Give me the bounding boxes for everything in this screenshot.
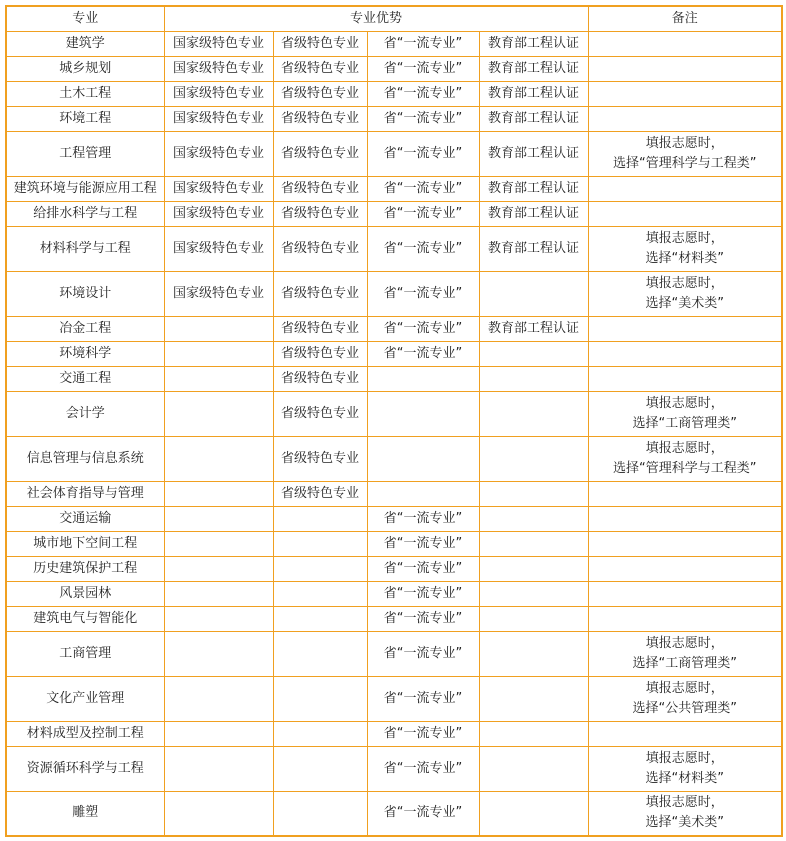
table-row (6, 316, 782, 341)
national-feature-cell: 国家级特色专业 (164, 201, 273, 226)
note-line: 选择“工商管理类” (632, 655, 737, 671)
major-name-cell: 工商管理 (6, 631, 164, 676)
table-row (6, 391, 782, 436)
national-feature-cell (164, 556, 273, 581)
note-cell (588, 56, 782, 81)
engineering-cert-cell (479, 606, 588, 631)
first-class-cell: 省“一流专业” (367, 106, 479, 131)
note-line: 选择“美术类” (645, 815, 724, 831)
table-row (6, 791, 782, 836)
first-class-cell: 省“一流专业” (367, 721, 479, 746)
note-line: 选择“材料类” (645, 770, 724, 786)
engineering-cert-cell (479, 271, 588, 316)
note-line: 填报志愿时， (645, 795, 724, 811)
national-feature-cell (164, 606, 273, 631)
national-feature-cell: 国家级特色专业 (164, 31, 273, 56)
provincial-feature-cell: 省级特色专业 (273, 56, 367, 81)
major-name-cell: 材料科学与工程 (6, 226, 164, 271)
national-feature-cell: 国家级特色专业 (164, 271, 273, 316)
major-name-cell: 工程管理 (6, 131, 164, 176)
engineering-cert-cell (479, 556, 588, 581)
first-class-cell: 省“一流专业” (367, 581, 479, 606)
table-row (6, 226, 782, 271)
national-feature-cell: 国家级特色专业 (164, 176, 273, 201)
first-class-cell: 省“一流专业” (367, 556, 479, 581)
first-class-cell: 省“一流专业” (367, 176, 479, 201)
major-name-cell: 建筑电气与智能化 (6, 606, 164, 631)
national-feature-cell (164, 391, 273, 436)
table-row (6, 481, 782, 506)
note-cell (588, 481, 782, 506)
provincial-feature-cell: 省级特色专业 (273, 436, 367, 481)
note-line: 填报志愿时， (645, 135, 724, 151)
table-row (6, 366, 782, 391)
table-row (6, 556, 782, 581)
engineering-cert-cell (479, 341, 588, 366)
engineering-cert-cell (479, 481, 588, 506)
engineering-cert-cell: 教育部工程认证 (479, 56, 588, 81)
first-class-cell: 省“一流专业” (367, 316, 479, 341)
provincial-feature-cell (273, 676, 367, 721)
major-name-cell: 交通工程 (6, 366, 164, 391)
first-class-cell: 省“一流专业” (367, 81, 479, 106)
table-row (6, 531, 782, 556)
provincial-feature-cell: 省级特色专业 (273, 106, 367, 131)
note-line: 填报志愿时， (645, 635, 724, 651)
note-line: 选择“公共管理类” (632, 700, 737, 716)
major-name-cell: 土木工程 (6, 81, 164, 106)
table-row (6, 746, 782, 791)
note-cell (588, 271, 782, 316)
national-feature-cell: 国家级特色专业 (164, 226, 273, 271)
engineering-cert-cell: 教育部工程认证 (479, 131, 588, 176)
provincial-feature-cell: 省级特色专业 (273, 226, 367, 271)
major-name-cell: 社会体育指导与管理 (6, 481, 164, 506)
engineering-cert-cell: 教育部工程认证 (479, 31, 588, 56)
major-name-cell: 交通运输 (6, 506, 164, 531)
national-feature-cell (164, 531, 273, 556)
note-cell (588, 81, 782, 106)
national-feature-cell: 国家级特色专业 (164, 56, 273, 81)
note-cell (588, 106, 782, 131)
note-line: 选择“管理科学与工程类” (613, 460, 757, 476)
engineering-cert-cell (479, 721, 588, 746)
note-cell (588, 606, 782, 631)
note-cell (588, 531, 782, 556)
national-feature-cell (164, 581, 273, 606)
note-cell (588, 721, 782, 746)
first-class-cell: 省“一流专业” (367, 271, 479, 316)
national-feature-cell: 国家级特色专业 (164, 81, 273, 106)
major-name-cell: 会计学 (6, 391, 164, 436)
note-cell (588, 391, 782, 436)
first-class-cell: 省“一流专业” (367, 226, 479, 271)
table-row (6, 131, 782, 176)
provincial-feature-cell (273, 746, 367, 791)
major-name-cell: 建筑学 (6, 31, 164, 56)
engineering-cert-cell (479, 791, 588, 836)
header-note: 备注 (588, 6, 782, 31)
provincial-feature-cell (273, 606, 367, 631)
note-cell (588, 556, 782, 581)
engineering-cert-cell (479, 366, 588, 391)
table-row (6, 81, 782, 106)
national-feature-cell (164, 631, 273, 676)
provincial-feature-cell: 省级特色专业 (273, 271, 367, 316)
major-name-cell: 给排水科学与工程 (6, 201, 164, 226)
major-name-cell: 风景园林 (6, 581, 164, 606)
major-name-cell: 文化产业管理 (6, 676, 164, 721)
note-cell (588, 131, 782, 176)
note-cell (588, 366, 782, 391)
national-feature-cell (164, 366, 273, 391)
major-name-cell: 雕塑 (6, 791, 164, 836)
national-feature-cell (164, 506, 273, 531)
major-name-cell: 冶金工程 (6, 316, 164, 341)
engineering-cert-cell (479, 391, 588, 436)
note-cell (588, 436, 782, 481)
first-class-cell: 省“一流专业” (367, 631, 479, 676)
first-class-cell (367, 366, 479, 391)
note-cell (588, 176, 782, 201)
engineering-cert-cell (479, 436, 588, 481)
national-feature-cell (164, 341, 273, 366)
provincial-feature-cell: 省级特色专业 (273, 131, 367, 176)
provincial-feature-cell (273, 506, 367, 531)
provincial-feature-cell: 省级特色专业 (273, 176, 367, 201)
note-cell (588, 201, 782, 226)
table-body (6, 31, 782, 836)
engineering-cert-cell (479, 746, 588, 791)
provincial-feature-cell (273, 531, 367, 556)
note-cell (588, 631, 782, 676)
header-advantage: 专业优势 (164, 6, 588, 31)
first-class-cell: 省“一流专业” (367, 606, 479, 631)
major-name-cell: 历史建筑保护工程 (6, 556, 164, 581)
note-line: 选择“管理科学与工程类” (613, 155, 757, 171)
provincial-feature-cell: 省级特色专业 (273, 481, 367, 506)
table-row (6, 506, 782, 531)
engineering-cert-cell: 教育部工程认证 (479, 201, 588, 226)
provincial-feature-cell (273, 631, 367, 676)
first-class-cell: 省“一流专业” (367, 791, 479, 836)
major-name-cell: 环境工程 (6, 106, 164, 131)
engineering-cert-cell: 教育部工程认证 (479, 176, 588, 201)
engineering-cert-cell (479, 581, 588, 606)
provincial-feature-cell (273, 721, 367, 746)
first-class-cell: 省“一流专业” (367, 676, 479, 721)
first-class-cell: 省“一流专业” (367, 201, 479, 226)
major-name-cell: 城市地下空间工程 (6, 531, 164, 556)
engineering-cert-cell (479, 531, 588, 556)
provincial-feature-cell: 省级特色专业 (273, 316, 367, 341)
majors-table (5, 5, 783, 837)
major-name-cell: 环境科学 (6, 341, 164, 366)
first-class-cell: 省“一流专业” (367, 31, 479, 56)
table-row (6, 721, 782, 746)
first-class-cell (367, 391, 479, 436)
engineering-cert-cell (479, 631, 588, 676)
first-class-cell: 省“一流专业” (367, 506, 479, 531)
table-row (6, 271, 782, 316)
note-cell (588, 791, 782, 836)
table-row (6, 201, 782, 226)
first-class-cell (367, 481, 479, 506)
note-line: 填报志愿时， (645, 395, 724, 411)
national-feature-cell (164, 481, 273, 506)
note-line: 选择“工商管理类” (632, 415, 737, 431)
first-class-cell: 省“一流专业” (367, 746, 479, 791)
major-name-cell: 城乡规划 (6, 56, 164, 81)
major-name-cell: 建筑环境与能源应用工程 (6, 176, 164, 201)
engineering-cert-cell (479, 676, 588, 721)
national-feature-cell (164, 791, 273, 836)
provincial-feature-cell (273, 791, 367, 836)
national-feature-cell (164, 676, 273, 721)
note-line: 填报志愿时， (645, 680, 724, 696)
table-row (6, 106, 782, 131)
provincial-feature-cell: 省级特色专业 (273, 391, 367, 436)
major-name-cell: 资源循环科学与工程 (6, 746, 164, 791)
note-cell (588, 316, 782, 341)
note-line: 填报志愿时， (645, 275, 724, 291)
note-line: 填报志愿时， (645, 230, 724, 246)
table-row (6, 436, 782, 481)
note-cell (588, 341, 782, 366)
first-class-cell: 省“一流专业” (367, 341, 479, 366)
provincial-feature-cell (273, 556, 367, 581)
provincial-feature-cell: 省级特色专业 (273, 341, 367, 366)
national-feature-cell (164, 316, 273, 341)
provincial-feature-cell: 省级特色专业 (273, 366, 367, 391)
national-feature-cell: 国家级特色专业 (164, 106, 273, 131)
note-cell (588, 676, 782, 721)
major-name-cell: 环境设计 (6, 271, 164, 316)
note-line: 选择“美术类” (645, 295, 724, 311)
national-feature-cell: 国家级特色专业 (164, 131, 273, 176)
provincial-feature-cell: 省级特色专业 (273, 201, 367, 226)
provincial-feature-cell: 省级特色专业 (273, 31, 367, 56)
engineering-cert-cell: 教育部工程认证 (479, 81, 588, 106)
major-name-cell: 信息管理与信息系统 (6, 436, 164, 481)
note-line: 选择“材料类” (645, 250, 724, 266)
national-feature-cell (164, 721, 273, 746)
first-class-cell: 省“一流专业” (367, 56, 479, 81)
table-row (6, 31, 782, 56)
engineering-cert-cell: 教育部工程认证 (479, 226, 588, 271)
table-row (6, 176, 782, 201)
first-class-cell: 省“一流专业” (367, 131, 479, 176)
table-row (6, 676, 782, 721)
table-row (6, 631, 782, 676)
note-cell (588, 506, 782, 531)
note-line: 填报志愿时， (645, 750, 724, 766)
national-feature-cell (164, 746, 273, 791)
engineering-cert-cell: 教育部工程认证 (479, 316, 588, 341)
national-feature-cell (164, 436, 273, 481)
note-cell (588, 581, 782, 606)
header-row (6, 6, 782, 31)
table-row (6, 606, 782, 631)
header-major: 专业 (6, 6, 164, 31)
table-row (6, 581, 782, 606)
note-line: 填报志愿时， (645, 440, 724, 456)
note-cell (588, 746, 782, 791)
engineering-cert-cell: 教育部工程认证 (479, 106, 588, 131)
engineering-cert-cell (479, 506, 588, 531)
provincial-feature-cell (273, 581, 367, 606)
note-cell (588, 31, 782, 56)
first-class-cell: 省“一流专业” (367, 531, 479, 556)
provincial-feature-cell: 省级特色专业 (273, 81, 367, 106)
table-row (6, 341, 782, 366)
major-name-cell: 材料成型及控制工程 (6, 721, 164, 746)
table-row (6, 56, 782, 81)
note-cell (588, 226, 782, 271)
first-class-cell (367, 436, 479, 481)
